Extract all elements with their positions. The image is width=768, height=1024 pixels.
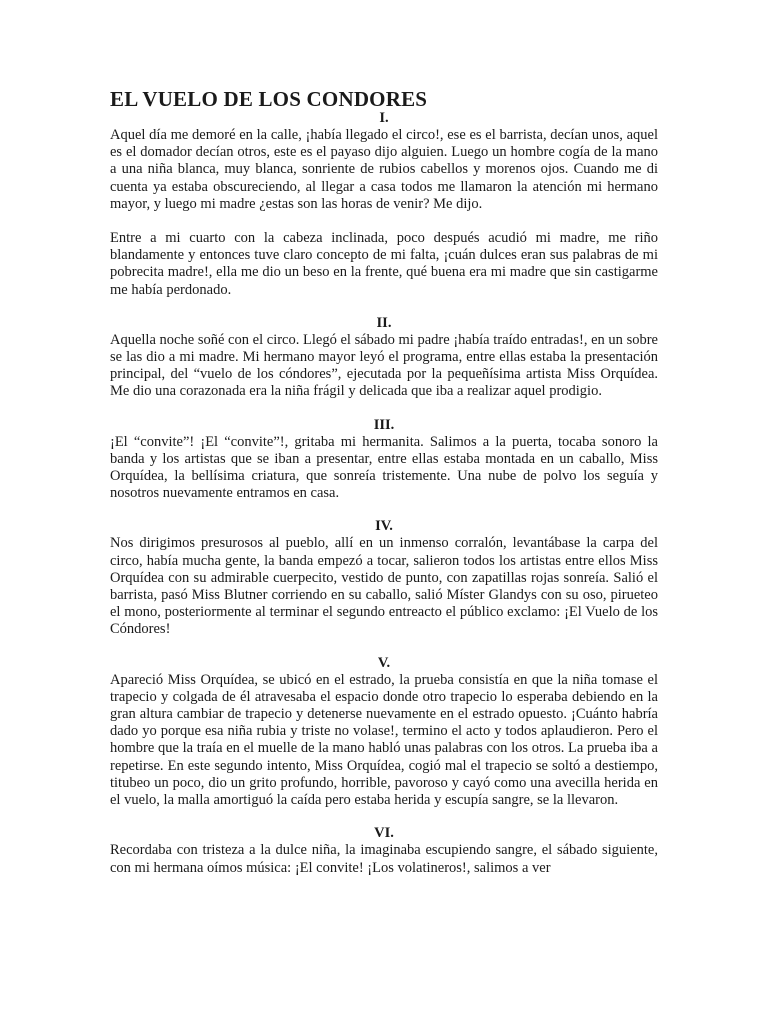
section-heading-3: III. (373, 416, 395, 433)
section-4-paragraph-1: Nos dirigimos presurosos al pueblo, allí en un inmenso corralón, levantábase la carpa del circo, había mucha gente, la banda empezó a tocar, salieron todos los artistas entre ellos Miss Orquídea con su admirable cuerpecito, vestido de punto, con zapatillas rojas sonreía. Salió el barrista, pasó Miss Blutner corriendo en su caballo, salió Míster Glandys con su oso, pirueteo el mono, posteriormente al terminar el segundo entreacto el público exclamo: ¡El Vuelo de los Cóndores! (110, 535, 658, 638)
section-3-paragraph-1: ¡El “convite”! ¡El “convite”!, gritaba mi hermanita. Salimos a la puerta, tocaba sonoro la banda y los artistas que se iban a presentar, entre ellas estaba montada en un caballo, Miss Orquídea, la bellísima criatura, que sonreía tristemente. Una nube de polvo los seguía y nosotros nuevamente entramos en casa. (110, 433, 658, 502)
section-heading-6: VI. (374, 825, 394, 842)
section-2-paragraph-1: Aquella noche soñé con el circo. Llegó el sábado mi padre ¡había traído entradas!, en un sobre se las dio a mi madre. Mi hermano mayor leyó el programa, entre ellas estaba la presentación principal, del “vuelo de los cóndores”, ejecutada por la pequeñísima artista Miss Orquídea. Me dio una corazonada era la niña frágil y delicada que iba a realizar aquel prodigio. (110, 331, 658, 400)
section-6-paragraph-1: Recordaba con tristeza a la dulce niña, la imaginaba escupiendo sangre, el sábado siguiente, con mi hermana oímos música: ¡El convite! ¡Los volatineros!, salimos a ver (110, 842, 658, 876)
section-1-paragraph-2: Entre a mi cuarto con la cabeza inclinada, poco después acudió mi madre, me riño blandamente y entonces tuve claro concepto de mi falta, ¡cuán dulces eran sus palabras de mi pobrecita madre!, ella me dio un beso en la frente, qué buena era mi madre que sin castigarme me había perdonado. (110, 230, 658, 298)
section-heading-5: V. (377, 654, 391, 671)
section-heading-4: IV. (375, 518, 393, 535)
document-title: EL VUELO DE LOS CONDORES (110, 87, 428, 111)
section-5-paragraph-1: Apareció Miss Orquídea, se ubicó en el estrado, la prueba consistía en que la niña tomase el trapecio y colgada de él atravesaba el espacio donde otro trapecio lo esperaba debiendo en la gran altura cambiar de trapecio y detenerse nuevamente en el estrado opuesto. ¡Cuánto habría dado yo porque esa niña rubia y triste no volase!, termino el acto y todos aplaudieron. Pero el hombre que la traía en el muelle de la mano habló unas palabras con los otros. La prueba iba a repetirse. En este segundo intento, Miss Orquídea, cogió mal el trapecio se soltó a destiempo, titubeo un poco, dio un grito profundo, horrible, pavoroso y cayó como una avecilla herida en el vuelo, la malla amortiguó la caída pero estaba herida y escupía sangre, se la llevaron. (110, 671, 658, 809)
section-1-paragraph-1: Aquel día me demoré en la calle, ¡había llegado el circo!, ese es el barrista, decían unos, aquel es el domador decían otros, este es el payaso dijo alguien. Luego un hombre cogía de la mano a una niña blanca, muy blanca, sonriente de rubios cabellos y morenos ojos. Cuando me di cuenta ya estaba obscureciendo, al llegar a casa todos me llamaron la atención mi hermano mayor, y luego mi madre ¿estas son las horas de venir? Me dijo. (110, 127, 658, 212)
section-heading-2: II. (376, 314, 392, 331)
section-heading-1: I. (379, 110, 389, 126)
